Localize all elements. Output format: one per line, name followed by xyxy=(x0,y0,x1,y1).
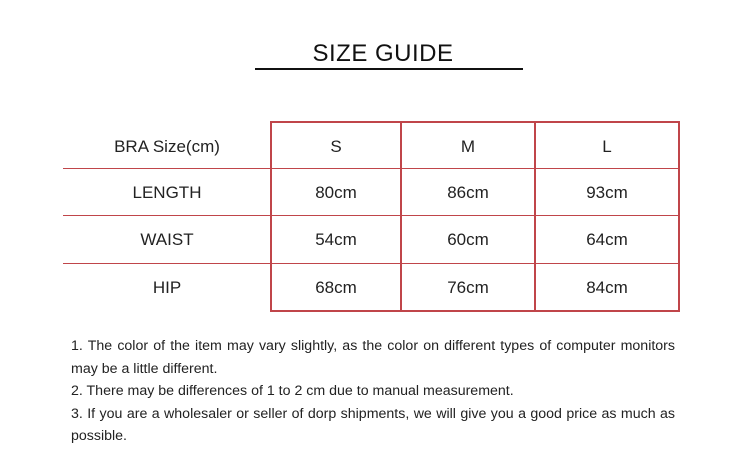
table-cell: 76cm xyxy=(447,277,489,297)
table-cell: 84cm xyxy=(586,277,628,297)
table-cell: 60cm xyxy=(447,229,489,249)
row-label: LENGTH xyxy=(132,182,202,202)
table-cell: 80cm xyxy=(315,182,357,202)
header-cell: BRA Size(cm) xyxy=(114,136,220,156)
title-underline xyxy=(255,38,523,70)
table-cell: 86cm xyxy=(447,182,489,202)
table-row xyxy=(63,264,680,311)
table-cell: 93cm xyxy=(586,182,628,202)
header-cell: S xyxy=(330,136,342,156)
table-header-row xyxy=(63,123,680,170)
header-cell: L xyxy=(602,136,612,156)
table-row xyxy=(63,169,680,216)
header-cell: M xyxy=(460,136,476,156)
page-title: SIZE GUIDE xyxy=(312,40,454,67)
table-cell: 68cm xyxy=(315,277,357,297)
note-item: 1. The color of the item may vary slightly, as the color on different types of computer monitors may be a little different. xyxy=(71,338,675,377)
note-item: 3. If you are a wholesaler or seller of dorp shipments, we will give you a good price as much as possible. xyxy=(71,405,675,445)
notes-section xyxy=(71,335,675,448)
row-label: WAIST xyxy=(140,229,194,249)
table-cell: 54cm xyxy=(315,229,357,249)
table-cell: 64cm xyxy=(586,229,628,249)
table-row xyxy=(63,216,680,263)
size-table xyxy=(63,121,680,312)
row-label: HIP xyxy=(152,277,182,297)
note-item: 2. There may be differences of 1 to 2 cm due to manual measurement. xyxy=(71,383,514,400)
